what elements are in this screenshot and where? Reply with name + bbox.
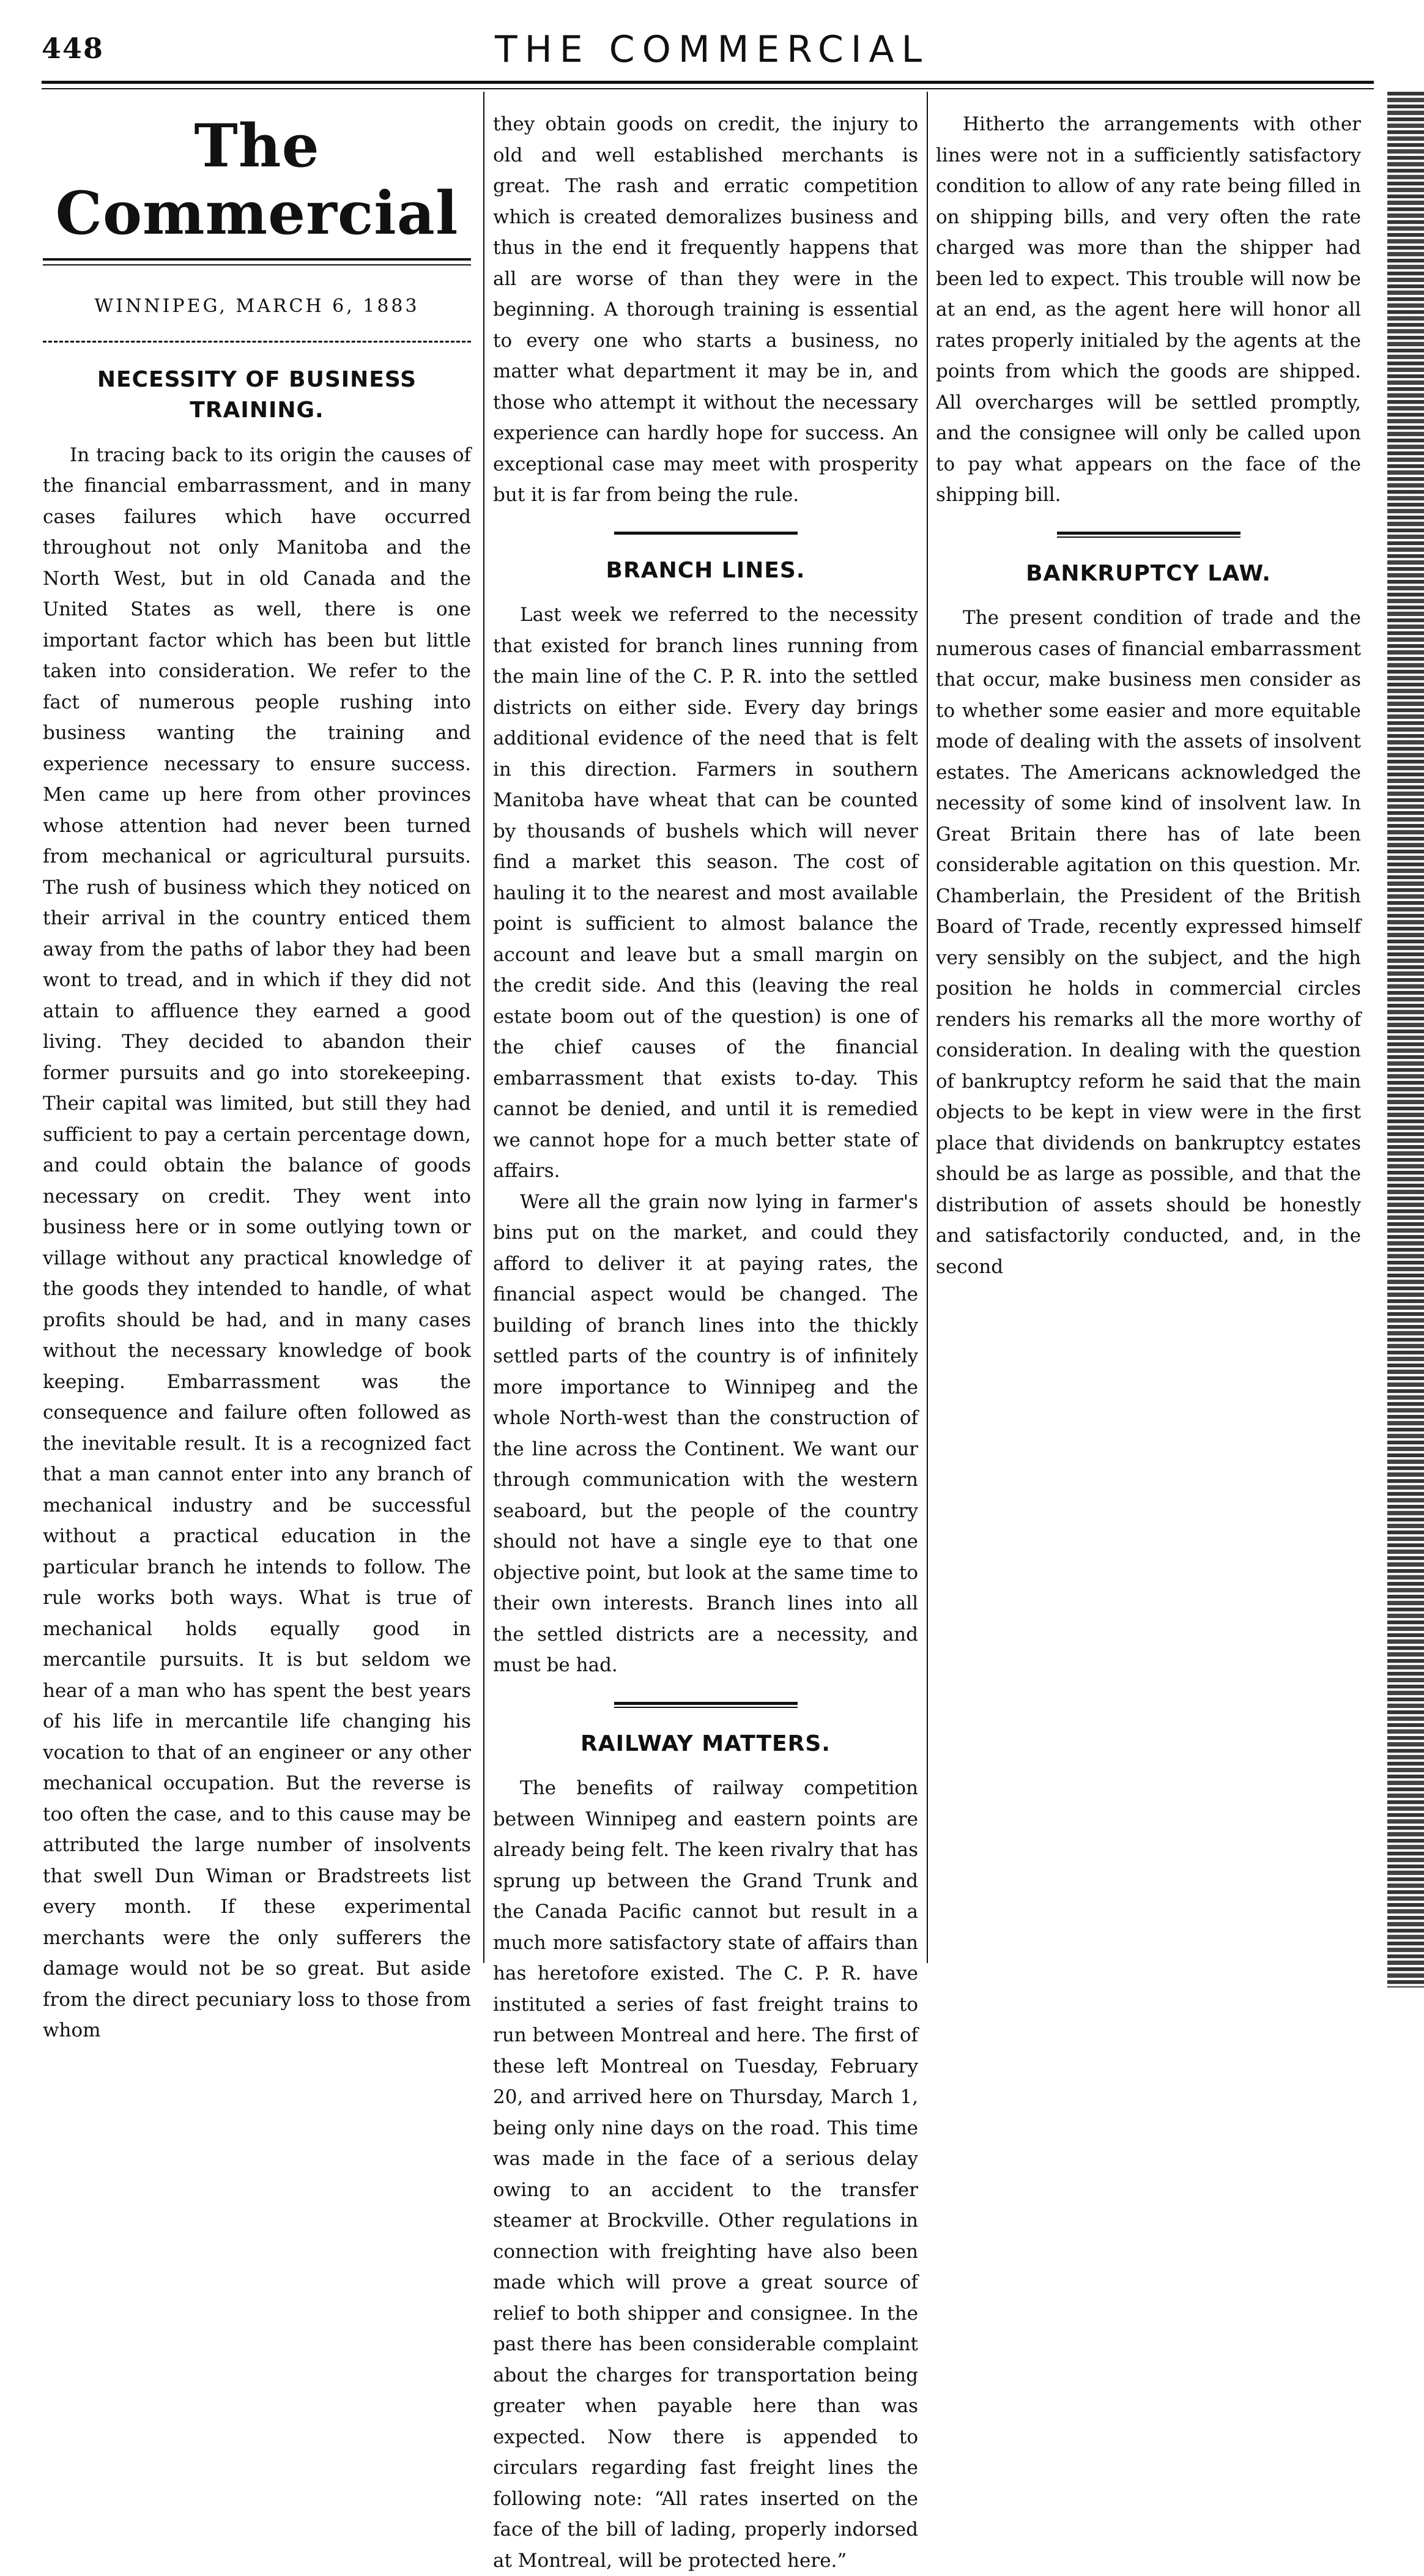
masthead-title: The Commercial bbox=[55, 111, 459, 248]
article-paragraph: The present condition of trade and the numerous cases of financial embarrassment that occur, make business men consider as to whether some easier and more equitable mode of dealing with the assets of insolvent estates. The Americans acknowledged the necessity of some kind of insolvent law. In Great Britain there has of late been considerable agitation on this question. Mr. Chamberlain, the President of the British Board of Trade, recently expressed himself very sensibly on the subject, and the high position he holds in commercial circles renders his remarks all the more worthy of consideration. In dealing with the question of bankruptcy reform he said that the main objects to be kept in view were in the first place that dividends on bankruptcy estates should be as large as possible, and that the distribution of assets should be honestly and satisfactorily conducted, and, in the second bbox=[936, 607, 1361, 1278]
headline-railway-matters: RAILWAY MATTERS. bbox=[580, 1731, 831, 1756]
section-rule bbox=[1057, 532, 1240, 538]
article-paragraph: Were all the grain now lying in farmer's bins put on the market, and could they afford to deliver it at paying rates, the financial aspect would be changed. The building of branch lines into the thickly settled parts of the country is of infinitely more importance to Winnipeg and the whole North-west than the construction of the line across the Continent. We want our through communication with the western seaboard, but the people of the country should not have a single eye to that one objective point, but look at the same time to their own interests. Branch lines into all the settled districts are a necessity, and must be had. bbox=[493, 1190, 918, 1676]
article-paragraph: Hitherto the arrangements with other lines were not in a sufficiently satisfactory condition to allow of any rate being filled in on shipping bills, and very often the rate charged was more than the shipper had been led to expect. This trouble will now be at an end, as the agent here will honor all rates properly initialed by the agents at the points from which the goods are shipped. All overcharges will be settled promptly, and the consignee will only be called upon to pay what appears on the face of the shipping bill. bbox=[936, 113, 1361, 506]
headline-bankruptcy-law: BANKRUPTCY LAW. bbox=[1026, 560, 1271, 586]
running-head: THE COMMERCIAL bbox=[494, 28, 930, 71]
page-number: 448 bbox=[42, 32, 105, 65]
header-rule-thin bbox=[42, 88, 1374, 89]
column-3 bbox=[936, 109, 1361, 1282]
dateline: WINNIPEG, MARCH 6, 1883 bbox=[94, 295, 420, 317]
header-rule bbox=[42, 81, 1374, 84]
article-paragraph: Last week we referred to the necessity that existed for branch lines running from the main line of the C. P. R. into the settled districts on either side. Every day brings additional evidence of the need that is felt in this direction. Farmers in southern Manitoba have wheat that can be counted by thousands of bushels which will never find a market this season. The cost of hauling it to the nearest and most available point is sufficient to almost balance the account and leave but a small margin on the credit side. And this (leaving the real estate boom out of the question) is one of the chief causes of the financial embarrassment that exists to-day. This cannot be denied, and until it is remedied we cannot hope for a much better state of affairs. bbox=[493, 604, 918, 1182]
headline-branch-lines: BRANCH LINES. bbox=[606, 557, 806, 583]
dateline-rule bbox=[43, 341, 471, 343]
column-rule-1 bbox=[483, 92, 484, 1963]
column-2 bbox=[493, 109, 918, 2576]
section-rule bbox=[614, 532, 798, 535]
masthead-rule-thin bbox=[43, 264, 471, 265]
article-paragraph: In tracing back to its origin the causes of the financial embarrassment, and in many cases failures which have occurred throughout not only Manitoba and the North West, but in old Canada and the United States as well, there is one important factor which has been but little taken into consideration. We refer to the fact of numerous people rushing into business wanting the training and experience necessary to ensure success. Men came up here from other provinces whose attention had never been turned from mechanical or agricultural pursuits. The rush of business which they noticed on their arrival in the country enticed them away from the paths of labor they had been wont to tread, and in which if they did not attain to affluence they earned a good living. They decided to abandon their former pursuits and go into storekeeping. Their capital was limited, but still they had sufficient to pay a certain percentage down, and could obtain the balance of goods necessary on credit. They went into business here or in some outlying town or village without any practical knowledge of the goods they intended to handle, of what profits should be had, and in many cases without the necessary knowledge of book keeping. Embarrassment was the consequence and failure often followed as the inevitable result. It is a recognized fact that a man cannot enter into any branch of mechanical industry and be successful without a practical education in the particular branch he intends to follow. The rule works both ways. What is true of mechanical holds equally good in mercantile pursuits. It is but seldom we hear of a man who has spent the best years of his life in mercantile life changing his vocation to that of an engineer or any other mechanical occupation. But the reverse is too often the case, and to this cause may be attributed the large number of insolvents that swell Dun Wiman or Bradstreets list every month. If these experimental merchants were the only sufferers the damage would not be so great. But aside from the direct pecuniary loss to those from whom bbox=[43, 444, 471, 2041]
article-paragraph-continued: they obtain goods on credit, the injury to old and well established merchants is great. The rash and erratic competition which is created demoralizes business and thus in the end it frequently happens that all are worse of than they were in the beginning. A thorough training is essential to every one who starts a business, no matter what department it may be in, and those who attempt it without the necessary experience can hardly hope for success. An exceptional case may meet with prosperity but it is far from being the rule. bbox=[493, 113, 918, 506]
article-paragraph: The benefits of railway competition between Winnipeg and eastern points are already being felt. The keen rivalry that has sprung up between the Grand Trunk and the Canada Pacific cannot but result in a much more satisfactory state of affairs than has heretofore existed. The C. P. R. have instituted a series of fast freight trains to run between Montreal and here. The first of these left Montreal on Tuesday, February 20, and arrived here on Thursday, March 1, being only nine days on the road. This time was made in the face of a serious delay owing to an accident to the transfer steamer at Brockville. Other regulations in connection with freighting have also been made which will prove a great source of relief to both shipper and consignee. In the past there has been considerable complaint about the charges for transportation being greater when payable here than was expected. Now there is appended to circulars regarding fast freight lines the following note: “All rates inserted on the face of the bill of lading, properly indorsed at Montreal, will be protected here.” bbox=[493, 1777, 918, 2572]
headline-business-training: NECESSITY OF BUSINESS TRAINING. bbox=[97, 366, 417, 423]
section-rule bbox=[614, 1702, 798, 1708]
masthead-rule bbox=[43, 258, 471, 261]
scanned-page-edge bbox=[1387, 92, 1424, 1988]
column-1 bbox=[43, 109, 471, 2046]
column-rule-2 bbox=[927, 92, 928, 1963]
